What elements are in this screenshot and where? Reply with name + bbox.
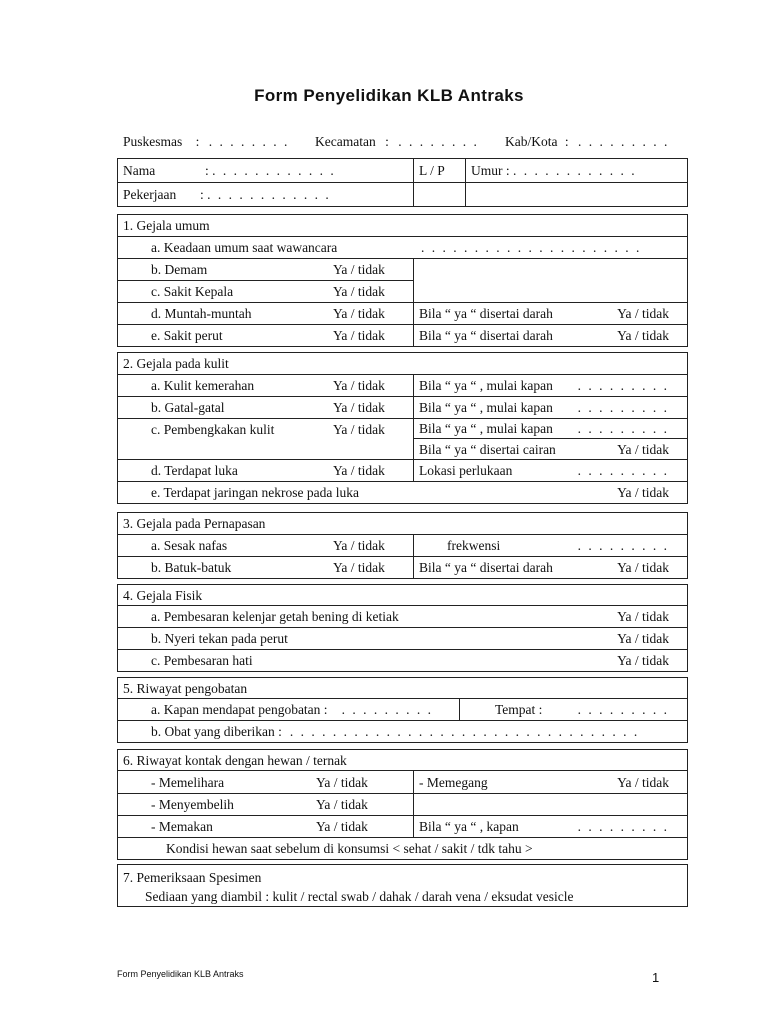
- s2-b-detail: [414, 397, 688, 419]
- colon: :: [200, 187, 204, 202]
- lp-cell: L / P: [414, 159, 466, 183]
- s6-memakan-row: [118, 816, 414, 838]
- kabkota-label: Kab/Kota: [505, 134, 558, 149]
- s4-a-row: [118, 606, 688, 628]
- darah-label: Bila “ ya “ disertai darah: [419, 306, 553, 321]
- yes-no: Ya / tidak: [333, 328, 385, 343]
- kapan-dots: . . . . . . . . .: [577, 400, 669, 415]
- yes-no: Ya / tidak: [617, 774, 669, 790]
- yes-no: Ya / tidak: [333, 306, 385, 321]
- s1-e-detail: [414, 325, 688, 347]
- s5-b-dots: . . . . . . . . . . . . . . . . . . . . . . . . . . . . . . . . .: [289, 724, 640, 739]
- s1-a-label: a. Keadaan umum saat wawancara: [151, 240, 338, 255]
- yes-no: Ya / tidak: [617, 441, 669, 457]
- empty-cell: [414, 259, 688, 303]
- memelihara-label: - Memelihara: [151, 774, 225, 790]
- header-kabkota: [505, 134, 669, 150]
- kapan-label: Bila “ ya “ , mulai kapan: [419, 400, 553, 415]
- colon: :: [195, 134, 200, 149]
- s2-c-row: [118, 419, 414, 460]
- s1-b-label: b. Demam: [151, 262, 208, 277]
- page-number: 1: [652, 970, 660, 985]
- tempat-dots: . . . . . . . . .: [577, 702, 669, 717]
- s1-d-row: [118, 303, 414, 325]
- umur-label: Umur: [471, 163, 503, 178]
- darah-label: Bila “ ya “ disertai darah: [419, 560, 553, 575]
- kapan-label: Bila “ ya “ , kapan: [419, 819, 519, 834]
- section-7-cell: [118, 865, 688, 907]
- s2-e-label: e. Terdapat jaringan nekrose pada luka: [151, 485, 359, 500]
- kapan-dots: . . . . . . . . .: [577, 819, 669, 834]
- kapan-dots: . . . . . . . . .: [577, 378, 669, 393]
- s4-c-row: [118, 650, 688, 672]
- yes-no: Ya / tidak: [617, 609, 669, 624]
- yes-no: Ya / tidak: [333, 284, 385, 299]
- section-3-table: [117, 512, 688, 579]
- s3-b-row: [118, 557, 414, 579]
- s5-a-dots: . . . . . . . . .: [341, 702, 433, 717]
- identity-table: [117, 158, 688, 207]
- s3-b-label: b. Batuk-batuk: [151, 560, 232, 575]
- menyembelih-label: - Menyembelih: [151, 797, 234, 812]
- yes-no: Ya / tidak: [617, 560, 669, 575]
- s2-a-label: a. Kulit kemerahan: [151, 378, 255, 393]
- empty-cell: [414, 183, 466, 207]
- s1-e-row: [118, 325, 414, 347]
- nama-label: Nama: [123, 163, 156, 178]
- section-1-table: [117, 214, 688, 347]
- frekwensi-label: frekwensi: [447, 538, 501, 553]
- colon: :: [564, 134, 569, 149]
- yes-no: Ya / tidak: [333, 560, 385, 575]
- pekerjaan-label: Pekerjaan: [123, 187, 177, 202]
- s1-d-label: d. Muntah-muntah: [151, 306, 252, 321]
- umur-cell: [466, 159, 688, 183]
- s6-memelihara-row: [118, 771, 414, 794]
- s4-b-row: [118, 628, 688, 650]
- s4-c-label: c. Pembesaran hati: [151, 653, 253, 668]
- s3-a-detail: [414, 535, 688, 557]
- tempat-label: Tempat :: [495, 702, 543, 717]
- yes-no: Ya / tidak: [333, 400, 385, 415]
- pekerjaan-cell: [118, 183, 414, 207]
- s1-e-label: e. Sakit perut: [151, 328, 223, 343]
- s2-c-detail: [414, 419, 688, 460]
- section-5-table: [117, 677, 688, 743]
- empty-cell: [466, 183, 688, 207]
- s1-c-row: [118, 281, 414, 303]
- darah-label: Bila “ ya “ disertai darah: [419, 328, 553, 343]
- s2-a-detail: [414, 375, 688, 397]
- s1-c-label: c. Sakit Kepala: [151, 284, 234, 299]
- footer-text: Form Penyelidikan KLB Antraks: [117, 969, 244, 979]
- yes-no: Ya / tidak: [333, 422, 385, 437]
- section-7-title: 7. Pemeriksaan Spesimen: [123, 870, 262, 885]
- s2-b-label: b. Gatal-gatal: [151, 400, 225, 415]
- section-4-title: 4. Gejala Fisik: [118, 585, 688, 606]
- sediaan-line: Sediaan yang diambil : kulit / rectal swab / dahak / darah vena / eksudat vesicle: [145, 889, 574, 904]
- section-2-table: [117, 352, 688, 504]
- s3-a-row: [118, 535, 414, 557]
- kapan-label: Bila “ ya “ , mulai kapan: [419, 378, 553, 393]
- yes-no: Ya / tidak: [316, 774, 368, 790]
- header-puskesmas: [123, 134, 289, 150]
- s6-kondisi-row: Kondisi hewan saat sebelum di konsumsi < sehat / sakit / tdk tahu >: [118, 838, 688, 860]
- kecamatan-label: Kecamatan: [315, 134, 376, 149]
- colon: :: [385, 134, 389, 149]
- pekerjaan-dots: . . . . . . . . . . . .: [207, 187, 331, 202]
- memegang-label: - Memegang: [419, 774, 488, 790]
- nama-dots: . . . . . . . . . . . .: [212, 163, 336, 178]
- yes-no: Ya / tidak: [333, 378, 385, 393]
- s2-e-row: [118, 482, 688, 504]
- kapan-dots: . . . . . . . . .: [577, 421, 669, 436]
- s3-a-label: a. Sesak nafas: [151, 538, 228, 553]
- s3-b-detail: [414, 557, 688, 579]
- s2-c-label: c. Pembengkakan kulit: [151, 422, 275, 437]
- section-4-table: [117, 584, 688, 672]
- lokasi-label: Lokasi perlukaan: [419, 463, 513, 478]
- s5-a-label: a. Kapan mendapat pengobatan :: [151, 702, 328, 717]
- yes-no: Ya / tidak: [316, 819, 368, 834]
- yes-no: Ya / tidak: [316, 797, 368, 812]
- section-6-table: [117, 749, 688, 860]
- yes-no: Ya / tidak: [333, 262, 385, 277]
- yes-no: Ya / tidak: [617, 631, 669, 646]
- header-kecamatan: [315, 134, 479, 150]
- kapan-label: Bila “ ya “ , mulai kapan: [419, 421, 553, 436]
- puskesmas-label: Puskesmas: [123, 134, 183, 149]
- yes-no: Ya / tidak: [617, 306, 670, 321]
- yes-no: Ya / tidak: [333, 538, 385, 553]
- section-1-title: 1. Gejala umum: [118, 215, 688, 237]
- s5-tempat: [460, 699, 688, 721]
- lokasi-dots: . . . . . . . . .: [577, 463, 669, 478]
- s2-a-row: [118, 375, 414, 397]
- kabkota-dots: . . . . . . . . .: [578, 134, 670, 149]
- page-title: Form Penyelidikan KLB Antraks: [254, 86, 524, 105]
- section-7-table: [117, 864, 688, 907]
- s5-b-label: b. Obat yang diberikan :: [151, 724, 282, 739]
- yes-no: Ya / tidak: [617, 328, 670, 343]
- cairan-label: Bila “ ya “ disertai cairan: [419, 441, 556, 457]
- section-6-title: 6. Riwayat kontak dengan hewan / ternak: [118, 750, 688, 771]
- yes-no: Ya / tidak: [617, 653, 669, 668]
- s4-a-label: a. Pembesaran kelenjar getah bening di ketiak: [151, 609, 399, 624]
- s6-menyembelih-row: [118, 794, 414, 816]
- s1-a-row: [118, 237, 688, 259]
- s5-a-row: [118, 699, 460, 721]
- s1-d-detail: [414, 303, 688, 325]
- s2-d-label: d. Terdapat luka: [151, 463, 238, 478]
- yes-no: Ya / tidak: [617, 485, 669, 500]
- s5-b-row: [118, 721, 688, 743]
- s4-b-label: b. Nyeri tekan pada perut: [151, 631, 288, 646]
- empty-cell: [414, 794, 688, 816]
- colon: :: [505, 163, 510, 178]
- umur-dots: . . . . . . . . . . . .: [513, 163, 637, 178]
- puskesmas-dots: . . . . . . . .: [208, 134, 290, 149]
- section-2-title: 2. Gejala pada kulit: [118, 353, 688, 375]
- colon: :: [205, 163, 209, 178]
- section-5-title: 5. Riwayat pengobatan: [118, 678, 688, 699]
- s6-memegang: [414, 771, 688, 794]
- s1-b-row: [118, 259, 414, 281]
- s2-d-row: [118, 460, 414, 482]
- frekwensi-dots: . . . . . . . . .: [577, 538, 669, 553]
- s2-d-detail: [414, 460, 688, 482]
- s1-a-dots: . . . . . . . . . . . . . . . . . . . . .: [421, 240, 642, 255]
- nama-cell: [118, 159, 414, 183]
- section-3-title: 3. Gejala pada Pernapasan: [118, 513, 688, 535]
- kecamatan-dots: . . . . . . . .: [398, 134, 479, 149]
- memakan-label: - Memakan: [151, 819, 213, 834]
- s6-kapan: [414, 816, 688, 838]
- yes-no: Ya / tidak: [333, 463, 385, 478]
- s2-b-row: [118, 397, 414, 419]
